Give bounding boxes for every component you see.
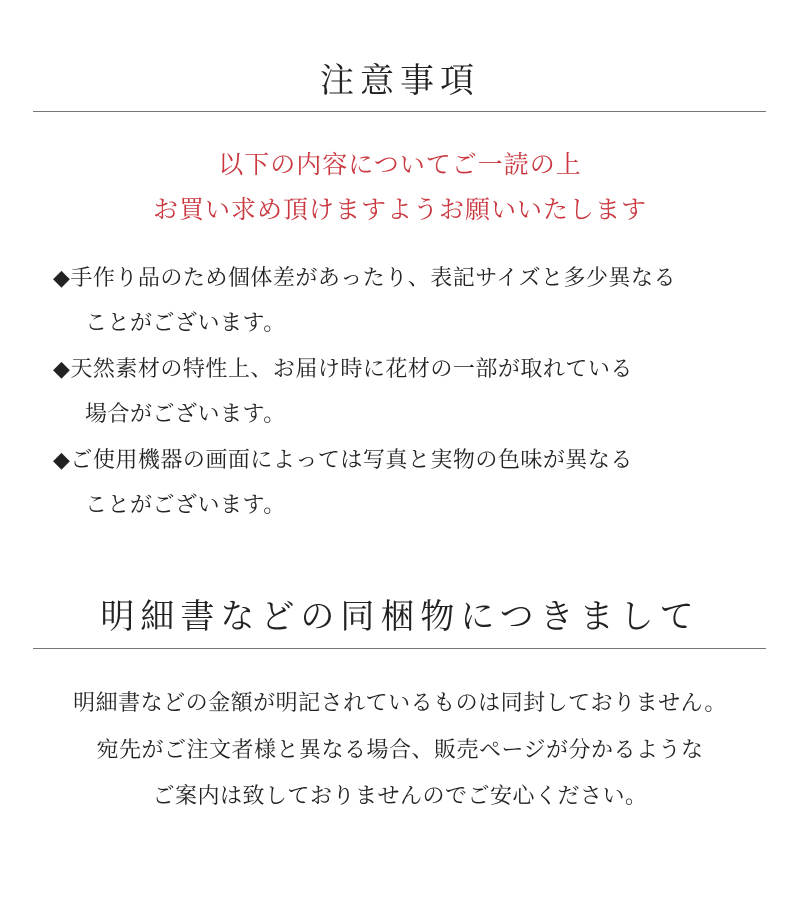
bullet-item-1: ◆手作り品のため個体差があったり、表記サイズと多少異なる	[53, 266, 676, 291]
enclosure-text-line-3: ご案内は致しておりませんのでご安心ください。	[152, 784, 648, 809]
bullet-item-1-continued: ことがございます。	[85, 311, 286, 336]
section-divider	[33, 648, 766, 649]
notice-line-1: 以下の内容についてご一読の上	[218, 150, 582, 179]
section-divider	[33, 111, 766, 112]
section-title-enclosures: 明細書などの同梱物につきまして	[100, 597, 700, 637]
bullet-item-2: ◆天然素材の特性上、お届け時に花材の一部が取れている	[53, 357, 633, 382]
bullet-item-2-continued: 場合がございます。	[85, 402, 286, 427]
section-title-notes: 注意事項	[320, 61, 480, 101]
enclosure-text-line-1: 明細書などの金額が明記されているものは同封しておりません。	[73, 691, 727, 716]
bullet-item-3-continued: ことがございます。	[85, 493, 286, 518]
enclosure-text-line-2: 宛先がご注文者様と異なる場合、販売ページが分かるような	[96, 738, 704, 763]
notice-line-2: お買い求め頂けますようお願いいたします	[152, 195, 647, 224]
bullet-item-3: ◆ご使用機器の画面によっては写真と実物の色味が異なる	[53, 448, 633, 473]
